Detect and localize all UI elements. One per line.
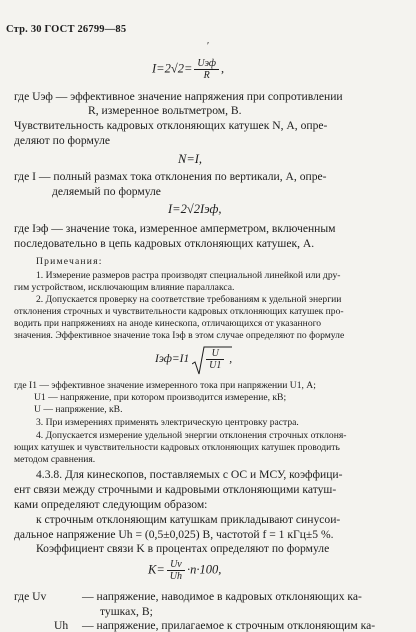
note-line: водить при напряжениях на аноде кинескопа, отличающихся от указанного: [14, 318, 322, 329]
page-header: Стр. 30 ГОСТ 26799—85: [6, 24, 127, 35]
note-line: отклонения строчных и чувствительности кадровых отклоняющих катушек про-: [14, 306, 344, 317]
definition-term: Uh: [54, 619, 69, 632]
formula-sensitivity: N=I,: [178, 152, 203, 166]
note-line: 1. Измерение размеров растра производят специальной линейкой или дру-: [36, 270, 341, 281]
formula-current-peak: I=2√2= $\frac{\text{Uэф}}{R}$ ,: [152, 58, 225, 81]
text-line: деляют по формуле: [14, 134, 111, 147]
text-line: дальное напряжение Uh = (0,5±0,025) В, частотой f = 1 кГц±5 %.: [14, 528, 334, 541]
formula-coupling-coefficient: K= $\frac{Uv}{Uh}$ ·n·100,: [148, 559, 222, 582]
text-line: R, измеренное вольтметром, В.: [88, 104, 242, 117]
text-line: 4.3.8. Для кинескопов, поставляемых с ОС и МСУ, коэффици-: [36, 468, 343, 481]
notes-heading: Примечания:: [36, 256, 103, 267]
note-line: гим устройством, исключающим влияние параллакса.: [14, 282, 235, 293]
formula-peak-to-peak: I=2√2Iэф,: [168, 202, 222, 216]
definition-text: — напряжение, наводимое в кадровых отклоняющих ка-: [82, 590, 362, 603]
note-line: 4. Допускается измерение удельной энергии отклонения строчных отклоня-: [36, 430, 347, 441]
text-line: к строчным отклоняющим катушкам прикладывают синусои-: [36, 513, 341, 526]
text-line: деляемый по формуле: [52, 185, 161, 198]
definition-text: — напряжение, прилагаемое к строчным отклоняющим ка-: [82, 619, 376, 632]
text-line: Коэффициент связи K в процентах определяют по формуле: [36, 542, 330, 555]
note-line: методом сравнения.: [14, 454, 96, 465]
note-line: U1 — напряжение, при котором производится измерение, кВ;: [34, 392, 287, 403]
sqrt-sign: $\frac{U}{U1}$: [192, 348, 226, 371]
text-line: где Uэф — эффективное значение напряжения при сопротивлении: [14, 90, 343, 103]
note-line: 3. При измерениях применять электрическую центровку растра.: [36, 417, 299, 428]
formula-effective-current: Iэф=I1 $\frac{U}{U1}$ ,: [155, 348, 232, 371]
note-line: U — напряжение, кВ.: [34, 404, 123, 415]
note-line: значения. Эффективное значение тока Iэф в этом случае определяют по формуле: [14, 330, 345, 341]
text-line: где Iэф — значение тока, измеренное амперметром, включенным: [14, 222, 336, 235]
definition-text: тушках, В;: [100, 605, 153, 618]
note-line: 2. Допускается проверку на соответствие требованиям к удельной энергии: [36, 294, 342, 305]
definition-term: где Uv: [14, 590, 47, 603]
text-line: где I — полный размах тока отклонения по вертикали, А, опре-: [14, 170, 327, 183]
note-line: ющих катушек и чувствительности кадровых отклоняющих катушек проводить: [14, 442, 340, 453]
note-line: где I1 — эффективное значение измеренного тока при напряжении U1, А;: [14, 380, 316, 391]
text-line: ками определяют следующим образом:: [14, 498, 208, 511]
tick-mark: ′: [207, 41, 210, 52]
text-line: Чувствительность кадровых отклоняющих катушек N, А, опре-: [14, 119, 328, 132]
text-line: последовательно в цепь кадровых отклоняющих катушек, А.: [14, 237, 315, 250]
text-line: ент связи между строчными и кадровыми отклоняющими катуш-: [14, 483, 337, 496]
